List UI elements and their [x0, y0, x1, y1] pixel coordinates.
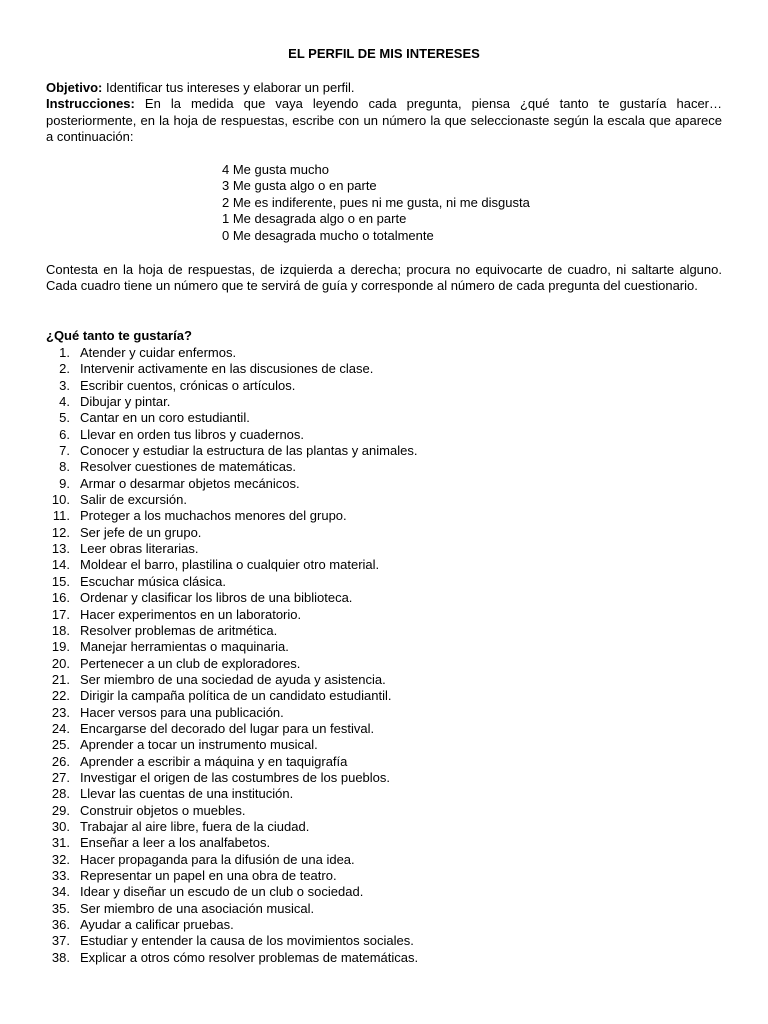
question-number: 29.: [51, 802, 70, 818]
objective-text: Identificar tus intereses y elaborar un perfil.: [102, 80, 355, 95]
question-text: Trabajar al aire libre, fuera de la ciudad.: [80, 818, 310, 834]
question-item: [46, 459, 418, 475]
question-text: Salir de excursión.: [80, 492, 187, 508]
question-number: 37.: [51, 933, 70, 949]
question-item: [46, 737, 418, 753]
question-text: Llevar en orden tus libros y cuadernos.: [80, 426, 305, 442]
question-item: [46, 525, 418, 541]
question-text: Conocer y estudiar la estructura de las plantas y animales.: [80, 443, 418, 459]
question-number: 3.: [59, 377, 70, 393]
question-item: [46, 672, 418, 688]
question-number: 2.: [59, 361, 70, 377]
question-number: 23.: [51, 704, 70, 720]
question-text: Encargarse del decorado del lugar para un festival.: [80, 720, 375, 736]
question-item: [46, 378, 418, 394]
rating-scale: [222, 162, 530, 244]
question-number: 11.: [52, 508, 70, 524]
question-text: Atender y cuidar enfermos.: [80, 345, 237, 360]
question-item: [46, 705, 418, 721]
question-item: [46, 590, 418, 606]
question-number: 30.: [51, 818, 70, 834]
question-number: 31.: [51, 835, 70, 851]
question-text: Dirigir la campaña política de un candidato estudiantil.: [80, 688, 392, 704]
question-text: Pertenecer a un club de exploradores.: [80, 655, 301, 671]
question-item: [46, 623, 418, 639]
question-text: Hacer propaganda para la difusión de una idea.: [80, 851, 355, 867]
question-item: [46, 950, 418, 966]
question-number: 9.: [59, 475, 70, 491]
instructions-paragraph: [46, 96, 722, 145]
questions-heading: ¿Qué tanto te gustaría?: [46, 328, 192, 343]
question-number: 27.: [51, 769, 70, 785]
question-item: [46, 574, 418, 590]
question-item: [46, 770, 418, 786]
question-item: [46, 917, 418, 933]
question-number: 6.: [59, 426, 70, 442]
question-item: [46, 427, 418, 443]
question-item: [46, 394, 418, 410]
question-text: Resolver problemas de aritmética.: [80, 622, 278, 638]
question-number: 7.: [59, 443, 70, 459]
question-number: 16.: [51, 590, 70, 606]
question-item: [46, 361, 418, 377]
question-text: Aprender a tocar un instrumento musical.: [80, 737, 318, 753]
question-number: 8.: [59, 459, 70, 475]
question-text: Representar un papel en una obra de teatro.: [80, 868, 337, 883]
question-item: [46, 607, 418, 623]
question-text: Hacer versos para una publicación.: [80, 704, 284, 720]
question-text: Dibujar y pintar.: [80, 394, 171, 410]
question-item: [46, 345, 418, 361]
question-text: Explicar a otros cómo resolver problemas de matemáticas.: [80, 949, 419, 965]
question-text: Aprender a escribir a máquina y en taquigrafía: [80, 753, 348, 769]
question-number: 28.: [51, 786, 70, 802]
question-number: 10.: [51, 492, 70, 508]
question-text: Investigar el origen de las costumbres de los pueblos.: [80, 769, 391, 785]
question-number: 34.: [51, 884, 70, 900]
answer-instructions: Contesta en la hoja de respuestas, de izquierda a derecha; procura no equivocarte de cuadro, ni saltarte alguno. Cada cuadro tiene un número que te servirá de guía y corresponde al número de cada pregunta del cuestionario.: [46, 262, 722, 294]
objective-label: Objetivo:: [46, 80, 103, 95]
question-item: [46, 656, 418, 672]
question-number: 13.: [51, 541, 70, 557]
question-text: Ser miembro de una sociedad de ayuda y asistencia.: [80, 671, 386, 687]
question-number: 17.: [51, 606, 70, 622]
question-text: Ser jefe de un grupo.: [80, 524, 202, 540]
objective-paragraph: [46, 80, 722, 96]
question-number: 35.: [51, 900, 70, 916]
question-text: Ayudar a calificar pruebas.: [80, 917, 234, 933]
intro-section: [46, 80, 722, 146]
question-item: [46, 852, 418, 868]
question-item: [46, 492, 418, 508]
question-text: Hacer experimentos en un laboratorio.: [80, 606, 302, 622]
question-text: Resolver cuestiones de matemáticas.: [80, 459, 297, 475]
scale-item: 3 Me gusta algo o en parte: [222, 178, 377, 194]
question-text: Armar o desarmar objetos mecánicos.: [80, 475, 300, 491]
question-text: Ordenar y clasificar los libros de una biblioteca.: [80, 590, 353, 606]
question-text: Escuchar música clásica.: [80, 573, 226, 589]
question-list: [46, 345, 418, 966]
question-number: 33.: [51, 868, 70, 883]
question-number: 26.: [51, 753, 70, 769]
question-number: 12.: [51, 524, 70, 540]
question-number: 24.: [51, 720, 70, 736]
scale-item: 1 Me desagrada algo o en parte: [222, 211, 407, 227]
scale-item: 0 Me desagrada mucho o totalmente: [222, 227, 434, 243]
question-text: Construir objetos o muebles.: [80, 802, 246, 818]
question-number: 5.: [59, 410, 70, 426]
question-text: Llevar las cuentas de una institución.: [80, 786, 294, 802]
question-number: 38.: [51, 949, 70, 965]
question-item: [46, 688, 418, 704]
question-item: [46, 835, 418, 851]
question-item: [46, 868, 418, 884]
question-item: [46, 541, 418, 557]
question-text: Estudiar y entender la causa de los movimientos sociales.: [80, 933, 414, 949]
question-number: 36.: [51, 917, 70, 933]
question-text: Leer obras literarias.: [80, 541, 199, 557]
question-item: [46, 754, 418, 770]
question-item: [46, 410, 418, 426]
question-item: [46, 508, 418, 524]
question-item: [46, 443, 418, 459]
question-text: Ser miembro de una asociación musical.: [80, 900, 315, 916]
question-number: 19.: [51, 639, 70, 655]
question-number: 32.: [51, 851, 70, 867]
question-number: 22.: [51, 688, 70, 704]
question-text: Enseñar a leer a los analfabetos.: [80, 835, 271, 851]
question-item: [46, 819, 418, 835]
question-text: Idear y diseñar un escudo de un club o sociedad.: [80, 884, 364, 900]
document-title: EL PERFIL DE MIS INTERESES: [288, 46, 480, 61]
question-number: 18.: [51, 622, 70, 638]
question-text: Manejar herramientas o maquinaria.: [80, 639, 289, 655]
question-item: [46, 933, 418, 949]
question-number: 4.: [59, 394, 70, 410]
question-number: 1.: [59, 345, 70, 360]
question-number: 25.: [51, 737, 70, 753]
question-item: [46, 476, 418, 492]
question-text: Moldear el barro, plastilina o cualquier otro material.: [80, 557, 380, 573]
question-item: [46, 721, 418, 737]
question-item: [46, 803, 418, 819]
question-item: [46, 639, 418, 655]
scale-item: 2 Me es indiferente, pues ni me gusta, ni me disgusta: [222, 194, 530, 210]
question-text: Proteger a los muchachos menores del grupo.: [80, 508, 347, 524]
instructions-label: Instrucciones:: [46, 96, 135, 112]
question-text: Intervenir activamente en las discusiones de clase.: [80, 361, 374, 377]
scale-item: 4 Me gusta mucho: [222, 162, 329, 177]
question-item: [46, 901, 418, 917]
question-item: [46, 786, 418, 802]
question-item: [46, 884, 418, 900]
question-text: Escribir cuentos, crónicas o artículos.: [80, 377, 296, 393]
question-number: 15.: [51, 573, 70, 589]
question-number: 21.: [51, 671, 70, 687]
instructions-text: En la medida que vaya leyendo cada pregunta, piensa ¿qué tanto te gustaría hacer… posteriormente, en la hoja de respuestas, escribe con un número la que seleccionaste según la escala que aparece a continuación:: [46, 96, 722, 145]
question-number: 20.: [51, 655, 70, 671]
question-item: [46, 557, 418, 573]
question-text: Cantar en un coro estudiantil.: [80, 410, 250, 426]
question-number: 14.: [51, 557, 70, 573]
